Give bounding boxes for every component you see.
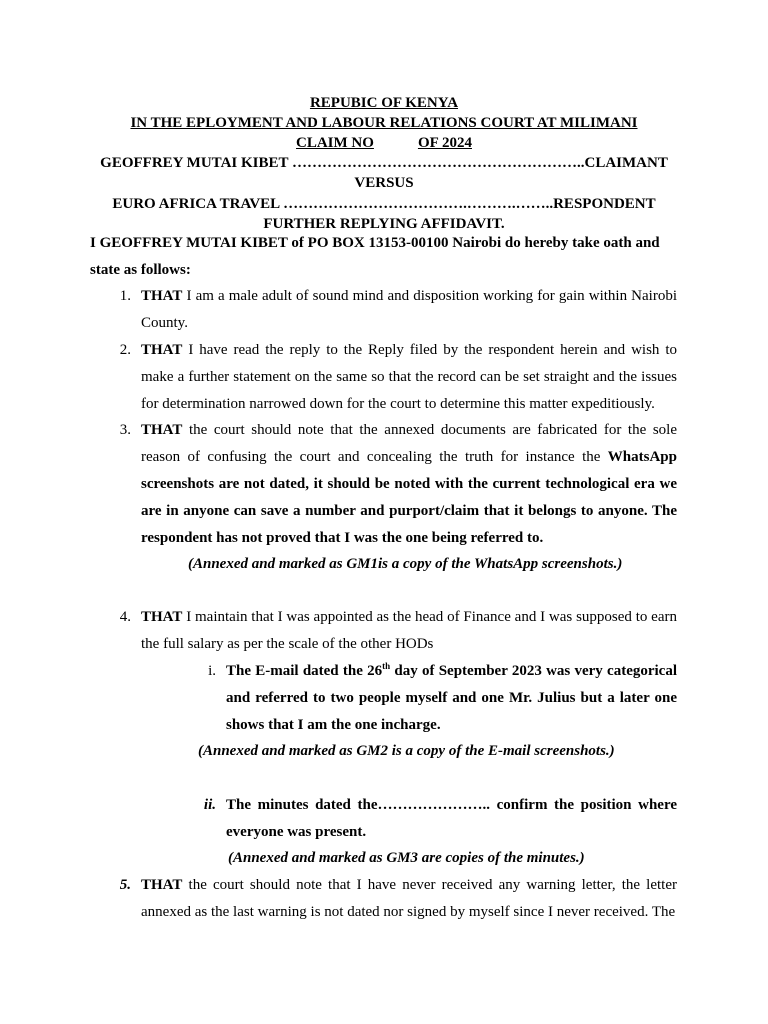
- item-lead: THAT: [141, 422, 183, 438]
- item-text: the court should note that the annexed documents are fabricated for the sole reason of confusing the court and concealing the truth for instance the: [141, 422, 677, 465]
- item-number-1: 1.: [119, 288, 131, 304]
- item-text: I have read the reply to the Reply filed by the respondent herein and wish to make a further statement on the same so that the record can be set straight and the issues for determination narrowed down for the court to determine this matter expeditiously.: [141, 342, 677, 412]
- item-paragraph-3: [141, 417, 677, 552]
- sub-item-number-ii: ii.: [203, 797, 216, 813]
- claim-label: CLAIM NO: [296, 135, 374, 151]
- court-heading: IN THE EPLOYMENT AND LABOUR RELATIONS COURT AT MILIMANI: [130, 115, 638, 131]
- item-lead: THAT: [141, 288, 183, 304]
- versus-line: VERSUS: [354, 175, 414, 191]
- item-paragraph-5: [141, 872, 677, 926]
- item-text: the court should note that I have never received any warning letter, the letter annexed as the last warning is not dated nor signed by myself since I never received. The: [141, 877, 677, 920]
- item-bold-text: WhatsApp screenshots are not dated, it should be noted with the current technological era we are in anyone can save a number and purport/claim that it belongs to anyone. The respondent has not proved that I was the one being referred to.: [141, 449, 677, 546]
- document-title: FURTHER REPLYING AFFIDAVIT.: [263, 216, 505, 232]
- sub-item-text-start: The E-mail dated the 26: [226, 663, 383, 679]
- item-number-3: 3.: [119, 422, 131, 438]
- item-lead: THAT: [141, 609, 183, 625]
- item-lead: THAT: [141, 342, 183, 358]
- claim-number-heading: [0, 133, 768, 153]
- sub-item-text-end: day of September 2023 was very categorical and referred to two people myself and one Mr. Julius but a later one shows that I am the one incharge.: [226, 663, 677, 733]
- annex-note-gm2: (Annexed and marked as GM2 is a copy of the E-mail screenshots.): [198, 743, 615, 759]
- item-paragraph-1: [141, 283, 677, 337]
- ordinal-suffix: th: [382, 661, 391, 671]
- item-number-2: 2.: [119, 342, 131, 358]
- item-number-4: 4.: [119, 609, 131, 625]
- item-text: I am a male adult of sound mind and disposition working for gain within Nairobi County.: [141, 288, 677, 331]
- claim-year: OF 2024: [417, 135, 472, 151]
- sub-item-ii: The minutes dated the………………….. confirm the position where everyone was present.: [226, 797, 677, 840]
- annex-note-gm1: (Annexed and marked as GM1is a copy of the WhatsApp screenshots.): [188, 556, 623, 572]
- sub-item-number-i: i.: [208, 663, 216, 679]
- item-lead: THAT: [141, 877, 183, 893]
- republic-heading: REPUBIC OF KENYA: [309, 95, 459, 111]
- sub-item-i: [226, 658, 677, 739]
- claimant-line: GEOFFREY MUTAI KIBET …………………………………………………..CLAIMANT: [100, 155, 668, 171]
- item-paragraph-2: [141, 337, 677, 418]
- item-text: I maintain that I was appointed as the head of Finance and I was supposed to earn the full salary as per the scale of the other HODs: [141, 609, 677, 652]
- item-paragraph-4: [141, 604, 677, 658]
- respondent-line: EURO AFRICA TRAVEL ……………………………….……….……..RESPONDENT: [112, 196, 656, 212]
- intro-paragraph: I GEOFFREY MUTAI KIBET of PO BOX 13153-00100 Nairobi do hereby take oath and state as follows:: [90, 235, 660, 278]
- annex-note-gm3: (Annexed and marked as GM3 are copies of the minutes.): [228, 850, 585, 866]
- item-number-5: 5.: [119, 877, 131, 893]
